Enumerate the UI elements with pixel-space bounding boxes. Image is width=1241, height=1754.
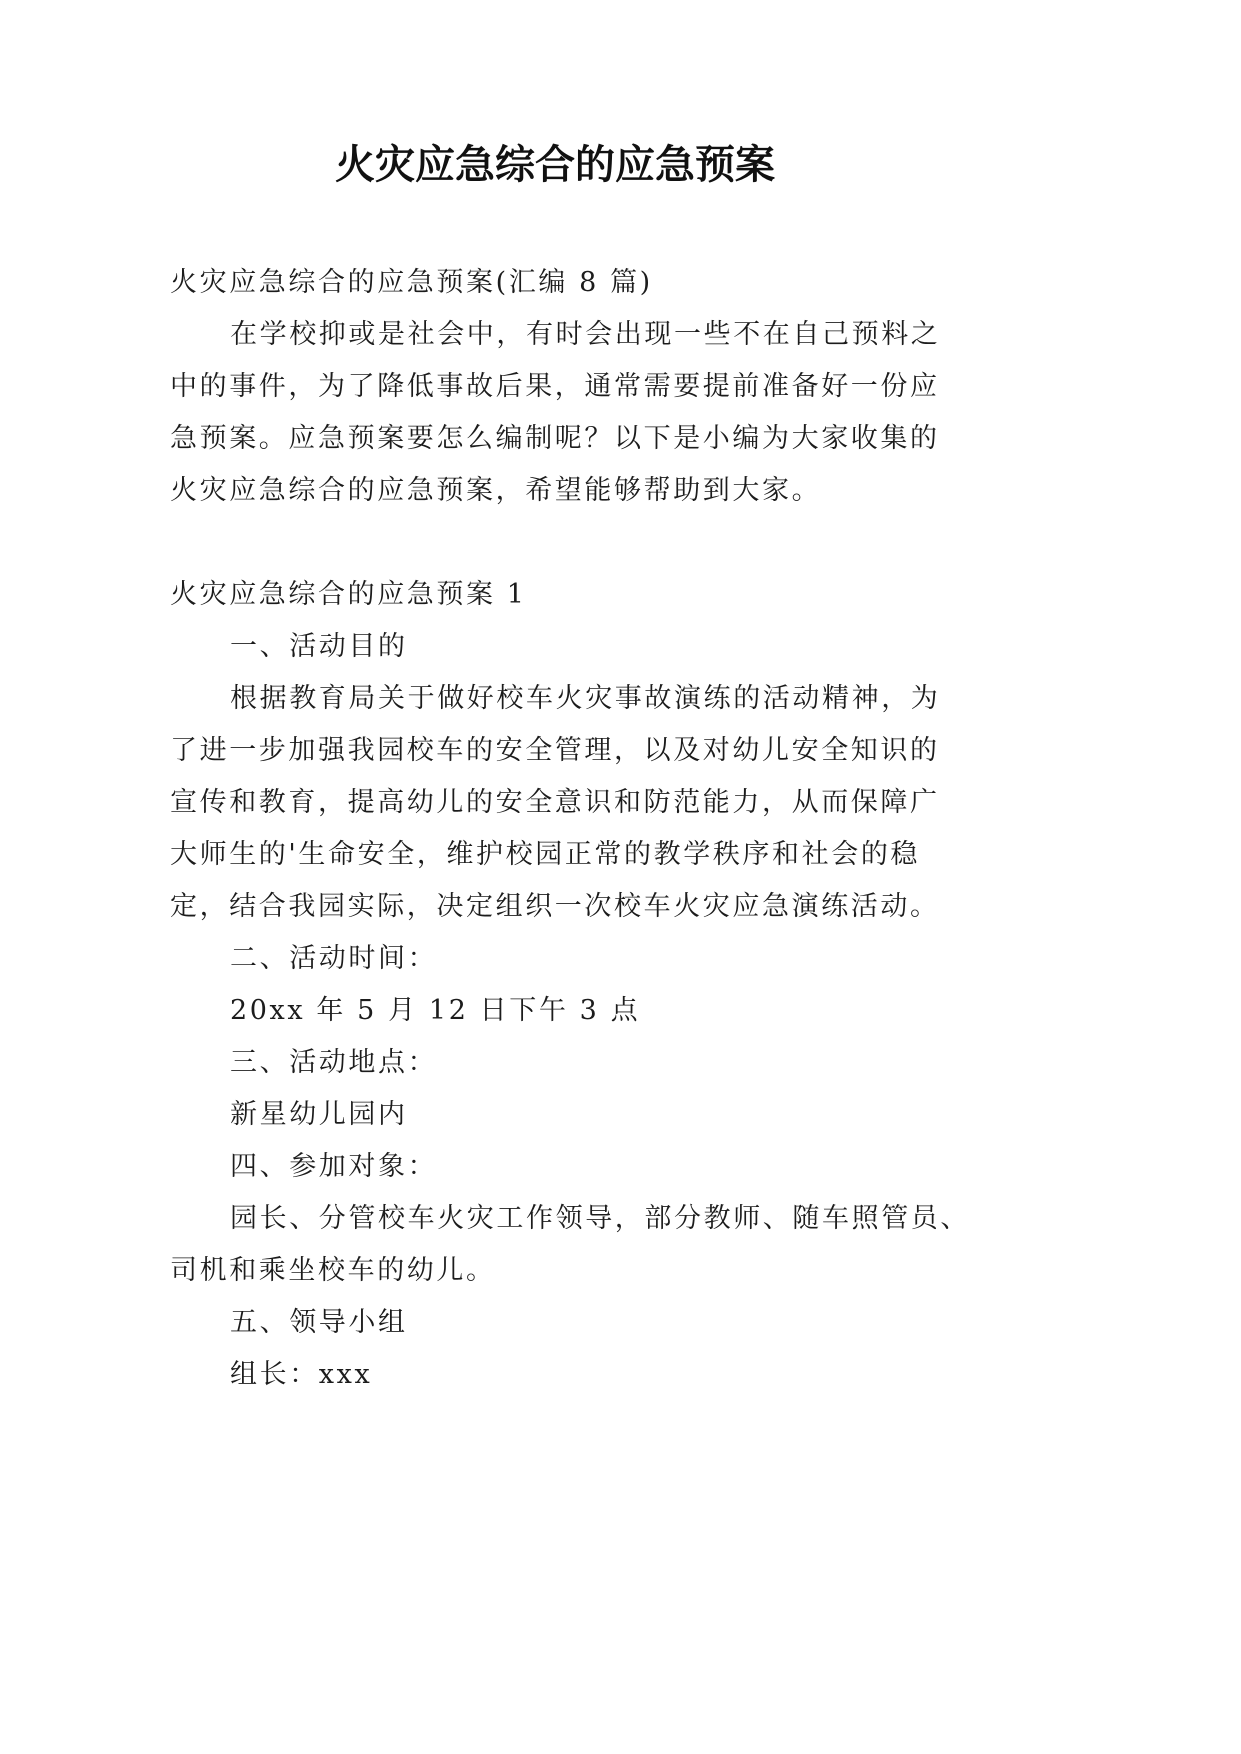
section-heading: 三、活动地点：	[230, 1047, 438, 1078]
section-heading: 一、活动目的	[230, 631, 408, 662]
collection-heading: 火灾应急综合的应急预案(汇编 8 篇)	[170, 267, 653, 298]
section-heading: 四、参加对象：	[230, 1151, 438, 1182]
intro-line: 中的事件，为了降低事故后果，通常需要提前准备好一份应	[170, 371, 940, 402]
intro-line: 在学校抑或是社会中，有时会出现一些不在自己预料之	[230, 319, 941, 350]
section-heading: 五、领导小组	[230, 1307, 408, 1338]
section-body-line: 司机和乘坐校车的幼儿。	[170, 1255, 496, 1286]
intro-line: 火灾应急综合的应急预案，希望能够帮助到大家。	[170, 475, 822, 506]
document-body	[170, 257, 970, 1401]
text-column	[170, 0, 970, 1754]
section-body-line: 组长：xxx	[230, 1359, 373, 1390]
intro-line: 急预案。应急预案要怎么编制呢？以下是小编为大家收集的	[170, 423, 940, 454]
blank-line	[170, 517, 940, 569]
section-body-line: 根据教育局关于做好校车火灾事故演练的活动精神，为	[230, 683, 941, 714]
document-title: 火灾应急综合的应急预案	[335, 141, 775, 188]
section-heading: 二、活动时间：	[230, 943, 438, 974]
section-body-line: 宣传和教育，提高幼儿的安全意识和防范能力，从而保障广	[170, 787, 940, 818]
section-body-line: 园长、分管校车火灾工作领导，部分教师、随车照管员、	[230, 1203, 970, 1234]
section-body-line: 大师生的'生命安全，维护校园正常的教学秩序和社会的稳	[170, 839, 921, 870]
section-body-line: 了进一步加强我园校车的安全管理，以及对幼儿安全知识的	[170, 735, 940, 766]
section-body-line: 新星幼儿园内	[230, 1099, 408, 1130]
section-body-line: 20xx 年 5 月 12 日下午 3 点	[230, 995, 641, 1026]
article-heading: 火灾应急综合的应急预案 1	[170, 579, 527, 610]
section-body-line: 定，结合我园实际，决定组织一次校车火灾应急演练活动。	[170, 891, 940, 922]
